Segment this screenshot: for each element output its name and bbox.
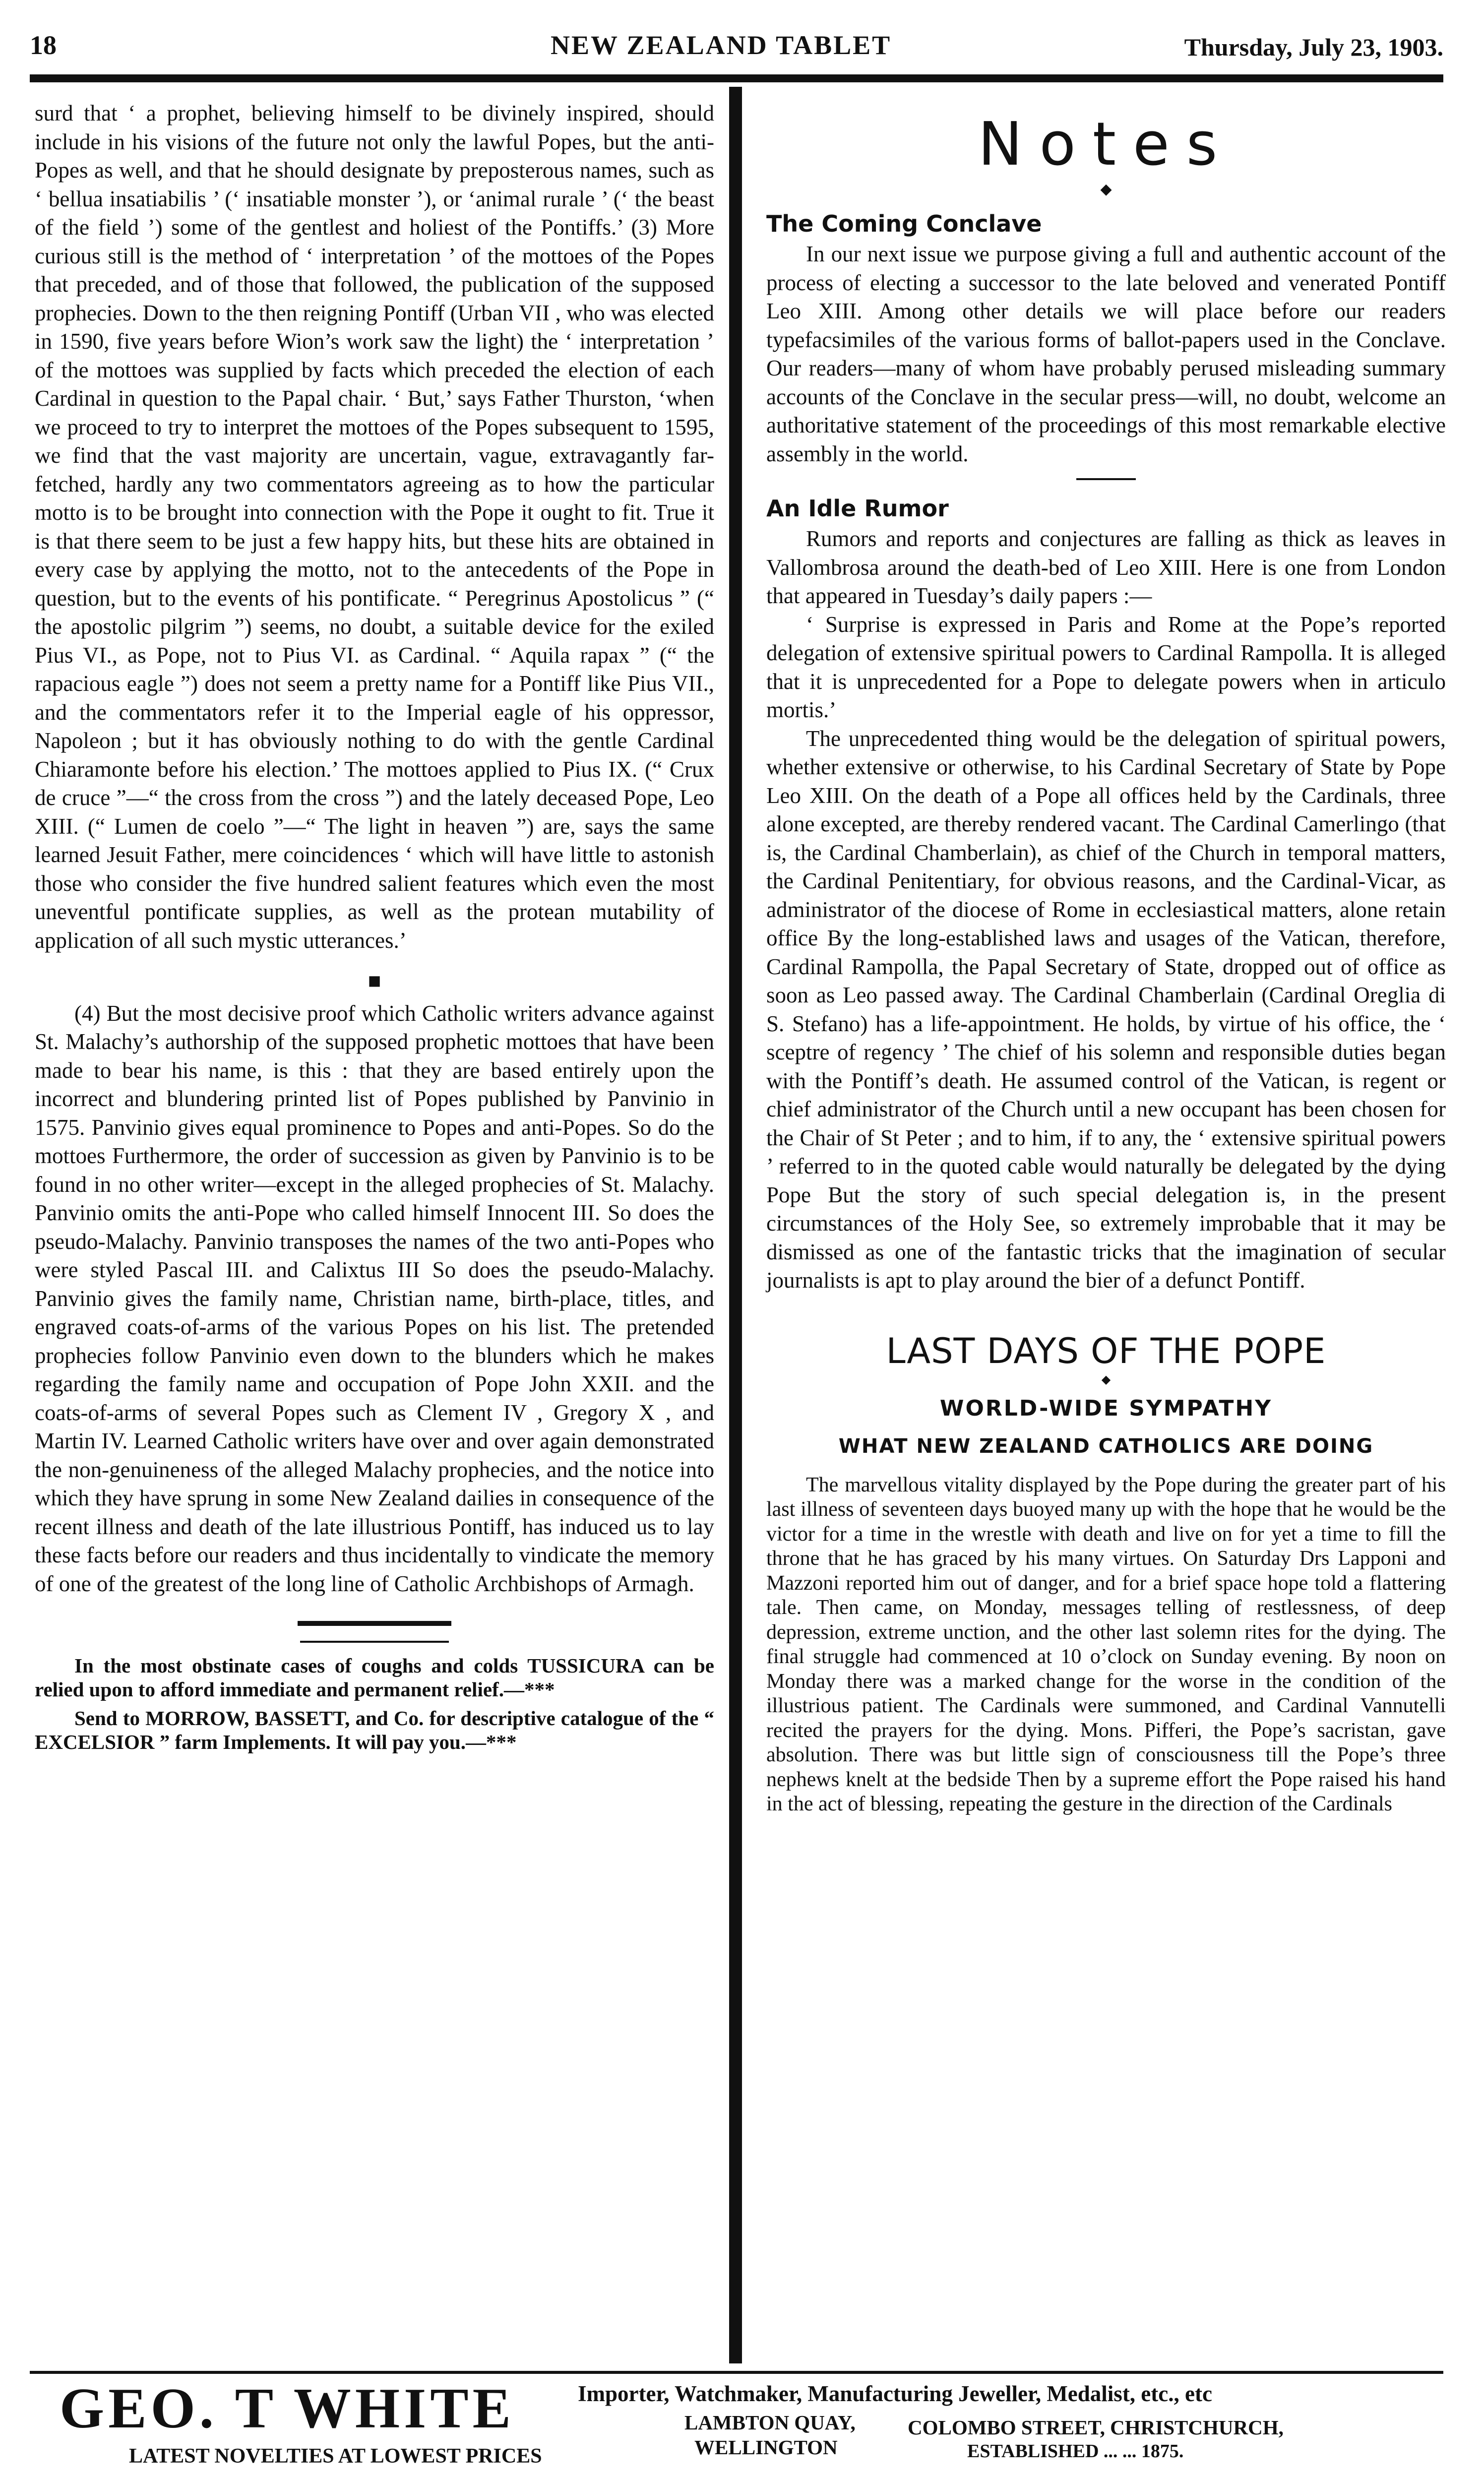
double-rule-separator <box>298 1621 451 1626</box>
issue-date: Thursday, July 23, 1903. <box>1184 33 1443 61</box>
world-wide-sympathy-subheading: WORLD-WIDE SYMPATHY <box>939 1395 1273 1421</box>
malachy-article-paragraph-2: (4) But the most decisive proof which Catholic writers advance against St. Malachy’s authorship of the supposed prophetic mottoes that have been made to bear his name, is this : that they are based entirely upon the incorrect and blundering printed list of Popes published by Panvinio in 1575. Panvinio gives equal prominence to Popes and anti-Popes. So do the mottoes Furthermore, the order of succession as given by Panvinio is to be found in no other writer—except in the alleged prophecies of St. Malachy. Panvinio omits the anti-Pope who called himself Innocent III. So does the pseudo-Malachy. Panvinio transposes the names of the two anti-Popes who were styled Pascal III. and Calixtus III So does the pseudo-Malachy. Panvinio gives the family name, Christian name, birth-place, titles, and engraved coats-of-arms of the various Popes on his list. The pretended prophecies follow Panvinio even down to the blunders which he makes regarding the family name and occupation of Pope John XXII. and the coats-of-arms of several Popes such as Clement IV , Gregory X , and Martin IV. Learned Catholic writers have over and over again demonstrated the non-genuineness of the alleged Malachy prophecies, and the notice into which they have sprung in some New Zealand dailies in consequence of the recent illness and death of the late illustrious Pontiff, has induced us to lay these facts before our readers and thus incidentally to vindicate the memory of one of the greatest of the long line of Catholic Archbishops of Armagh. <box>35 1000 714 1596</box>
coming-conclave-heading: The Coming Conclave <box>766 210 1042 237</box>
newspaper-title: NEW ZEALAND TABLET <box>551 30 892 60</box>
christchurch-address: COLOMBO STREET, CHRISTCHURCH, <box>908 2416 1284 2439</box>
right-column <box>766 99 1446 1817</box>
wellington-street: LAMBTON QUAY, <box>684 2411 856 2434</box>
page-number: 18 <box>30 30 57 60</box>
advertiser-name: GEO. T WHITE <box>60 2377 515 2440</box>
coming-conclave-body: In our next issue we purpose giving a full and authentic account of the process of electing a successor to the late beloved and venerated Pontiff Leo XIII. Among other details we will place before our readers typefacsimiles of the various forms of ballot-papers used in the Conclave. Our readers—many of whom have probably perused misleading summary accounts of the Conclave in the secular press—will, no doubt, welcome an authoritative statement of the proceedings of this most remarkable elective assembly in the world. <box>766 242 1446 466</box>
column-divider <box>729 87 742 2363</box>
established-year: ESTABLISHED ... ... 1875. <box>967 2441 1184 2462</box>
idle-rumor-paragraph-2: The unprecedented thing would be the delegation of spiritual powers, whether extensive or otherwise, to his Cardinal Secretary of State by Pope Leo XIII. On the death of a Pope all offices held by the Cardinals, three alone excepted, are thereby rendered vacant. The Cardinal Camerlingo (that is, the Cardinal Chamberlain), as chief of the Church in temporal matters, the Cardinal Penitentiary, for obvious reasons, and the Cardinal-Vicar, as administrator of the diocese of Rome in ecclesiastical matters, alone retain office By the long-established laws and usages of the Vatican, therefore, Cardinal Rampolla, the Papal Secretary of State, dropped out of office as soon as Leo passed away. The Cardinal Chamberlain (Cardinal Oreglia di S. Stefano) has a life-appointment. He holds, by virtue of his office, the ‘ sceptre of regency ’ The chief of his solemn and responsible duties began with the Pontiff’s death. He assumed control of the Vatican, is regent or chief administrator of the Church until a new occupant has been chosen for the Chair of St Peter ; and to him, if to any, the ‘ extensive spiritual powers ’ referred to in the quoted cable would naturally be delegated by the dying Pope But the story of such special delegation is, in the present circumstances of the Holy See, so extremely improbable that it may be dismissed as one of the fantastic tricks that the imagination of secular journalists is apt to play around the bier of a defunct Pontiff. <box>766 726 1446 1293</box>
header-rule <box>30 74 1443 82</box>
footer-advert <box>30 2376 1443 2480</box>
section-separator-mark: ■ <box>368 969 381 993</box>
last-days-headline: LAST DAYS OF THE POPE <box>886 1330 1326 1371</box>
idle-rumor-heading: An Idle Rumor <box>766 495 949 522</box>
left-column <box>35 99 714 1754</box>
rule-separator <box>300 1641 449 1643</box>
last-days-body: The marvellous vitality displayed by the Pope during the greater part of his last illness of seventeen days buoyed many up with the hope that he would be the victor for a time in the wrestle with death and live on for yet a time to fill the throne that he has graced by his many virtues. On Saturday Drs Lapponi and Mazzoni reported him out of danger, and for a brief space hope told a flattering tale. Then came, on Monday, messages telling of restlessness, of deep depression, extreme unction, and the other last solemn rites for the dying. The final struggle had commenced at 10 o’clock on Sunday evening. By noon on Monday there was a marked change for the worse in the condition of the illustrious patient. The Cardinals were summoned, and Cardinal Vannutelli recited the prayers for the dying. Mons. Pifferi, the Pope’s sacristan, gave absolution. There was but little sign of consciousness till the Pope’s three nephews knelt at the bedside Then by a supreme effort the Pope raised his hand in the act of blessing, repeating the gesture in the direction of the Cardinals <box>766 1473 1446 1815</box>
headline-ornament-icon: ◆ <box>1101 1373 1111 1386</box>
malachy-article-paragraph-1: surd that ‘ a prophet, believing himself to be divinely inspired, should include in his visions of the future not only the lawful Popes, but the anti-Popes as well, and that he should designate by preposterous names, such as ‘ bellua insatiabilis ’ (‘ insatiable monster ’), or ‘animal rurale ’ (‘ the beast of the field ’) some of the gentlest and holiest of the Pontiffs.’ (3) More curious still is the method of ‘ interpretation ’ of the mottoes of the Popes that preceded, and of those that followed, the publication of the supposed prophecies. Down to the then reigning Pontiff (Urban VII , who was elected in 1590, five years before Wion’s work saw the light) the ‘ interpretation ’ of the mottoes was supplied by facts which preceded the election of each Cardinal in question to the Papal chair. ‘ But,’ says Father Thurston, ‘when we proceed to try to interpret the mottoes of the Popes subsequent to 1595, we find that the vast majority are uncertain, vague, extravagantly far-fetched, hardly any two commentators agreeing as to how the particular motto is to be brought into connection with the Pope it ought to fit. True it is that there seem to be just a few happy hits, but these hits are obtained in every case by applying the motto, not to the antecedents of the Pope in question, but to the events of his pontificate. “ Peregrinus Apostolicus ” (“ the apostolic pilgrim ”) seems, no doubt, a suitable device for the exiled Pius VI., as Pope, not to Pius VI. as Cardinal. “ Aquila rapax ” (“ the rapacious eagle ”) does not seem a pretty name for a Pontiff like Pius VII., and the commentators refer it to the Imperial eagle of his oppressor, Napoleon ; but it has obviously nothing to do with the gentle Cardinal Chiaramonte before his election.’ The mottoes applied to Pius IX. (“ Crux de cruce ”—“ the cross from the cross ”) and the lately deceased Pope, Leo XIII. (“ Lumen de coelo ”—“ The light in heaven ”) are, says the same learned Jesuit Father, mere coincidences ‘ which will have little to astonish those who consider the five hundred salient features which even the most uneventful pontificate supplies, as well as the protean mutability of application of all such mystic utterances.’ <box>35 101 714 953</box>
advertiser-trades: Importer, Watchmaker, Manufacturing Jeweller, Medalist, etc., etc <box>578 2381 1212 2406</box>
advert-tagline: LATEST NOVELTIES AT LOWEST PRICES <box>129 2445 542 2468</box>
morrow-bassett-advert: Send to MORROW, BASSETT, and Co. for descriptive catalogue of the “ EXCELSIOR ” farm Implements. It will pay you.—*** <box>35 1707 714 1753</box>
notes-ornament-icon: ◆ <box>1100 181 1112 197</box>
notes-heading: Notes <box>978 110 1235 179</box>
footer-rule <box>30 2371 1443 2374</box>
idle-rumor-quote: ‘ Surprise is expressed in Paris and Rome at the Pope’s reported delegation of extensive spiritual powers to Cardinal Rampolla. It is alleged that it is unprecedented for a Pope to delegate powers when in articulo mortis.’ <box>766 612 1446 722</box>
wellington-city: WELLINGTON <box>694 2436 838 2459</box>
nz-catholics-subheading: WHAT NEW ZEALAND CATHOLICS ARE DOING <box>838 1435 1374 1458</box>
idle-rumor-paragraph-1: Rumors and reports and conjectures are falling as thick as leaves in Vallombrosa around the death-bed of Leo XIII. Here is one from London that appeared in Tuesday’s daily papers :— <box>766 526 1446 608</box>
section-rule <box>1076 478 1136 480</box>
tussicura-advert: In the most obstinate cases of coughs and colds TUSSICURA can be relied upon to afford immediate and permanent relief.—*** <box>35 1654 714 1701</box>
page-header <box>30 30 1443 74</box>
